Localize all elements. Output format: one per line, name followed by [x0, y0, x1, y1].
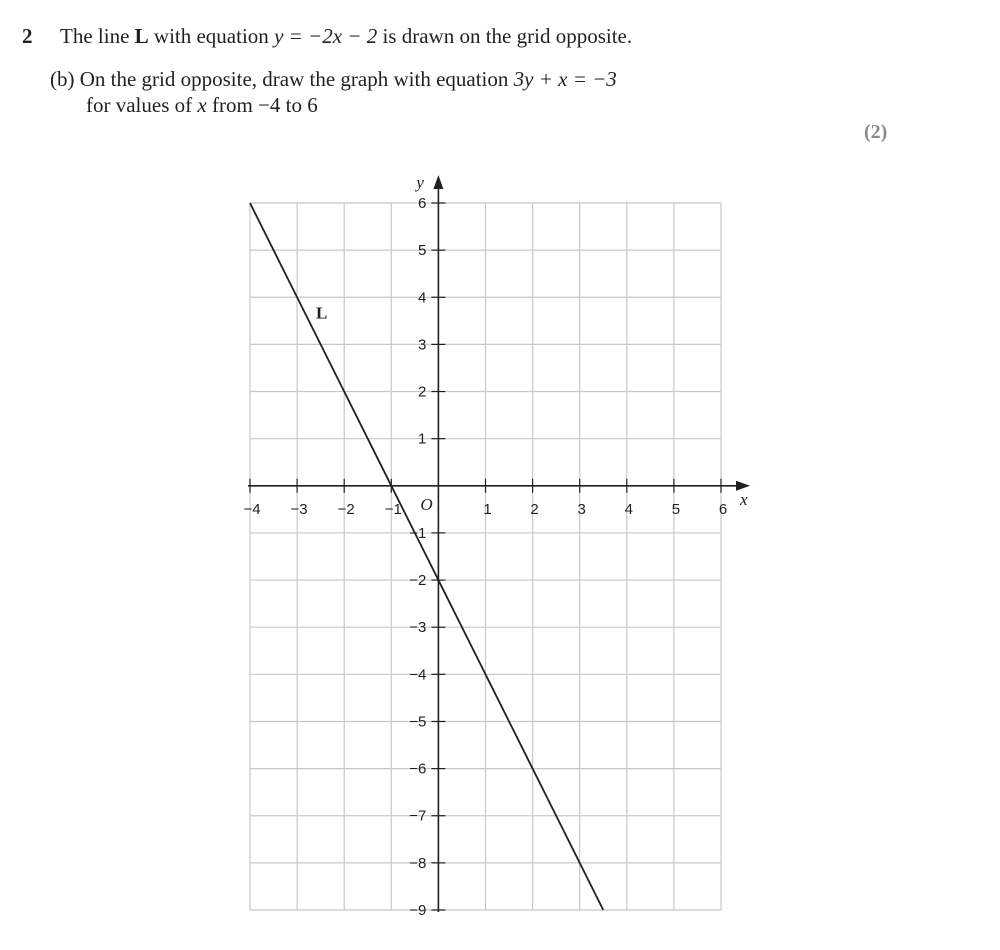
line-l-label: L: [315, 303, 328, 323]
x-tick-label: 1: [483, 500, 492, 518]
line-l: [250, 203, 603, 910]
x-tick-label: 5: [671, 500, 681, 518]
axes: [248, 175, 750, 912]
question-number: 2: [22, 24, 33, 48]
y-axis-arrow: [433, 175, 443, 189]
y-tick-label: −6: [409, 760, 427, 778]
x-tick-label: 2: [530, 500, 539, 518]
y-tick-label: −4: [409, 666, 427, 684]
part-b-var: x: [197, 93, 207, 117]
intro-equation: y = −2x − 2: [274, 24, 378, 48]
y-tick-label: −5: [409, 713, 427, 731]
y-tick-label: 1: [418, 430, 427, 448]
x-tick-label: 4: [624, 500, 633, 518]
y-tick-label: 6: [418, 195, 427, 212]
x-tick-label: −3: [290, 500, 308, 518]
y-tick-label: −3: [409, 619, 427, 637]
y-tick-label: 5: [418, 242, 427, 260]
part-b-equation: 3y + x = −3: [513, 67, 617, 91]
plotted-lines: [250, 203, 603, 910]
y-tick-label: −8: [409, 854, 427, 872]
intro-post: is drawn on the grid opposite.: [377, 24, 633, 48]
intro-line-name: L: [134, 24, 149, 48]
x-tick-label: −4: [243, 500, 261, 518]
marks-label: (2): [864, 121, 888, 143]
y-tick-label: −2: [409, 572, 427, 590]
y-tick-label: −1: [409, 524, 427, 542]
x-tick-label: −2: [337, 500, 355, 518]
intro-pre: The line: [60, 24, 135, 48]
y-tick-label: 4: [418, 289, 427, 307]
x-tick-label: 3: [577, 500, 586, 518]
y-tick-label: −7: [409, 807, 427, 825]
intro-mid: with equation: [148, 24, 275, 48]
part-b-line2-pre: for values of: [86, 93, 198, 117]
y-tick-label: 2: [418, 383, 427, 401]
origin-label: O: [420, 494, 433, 514]
x-tick-label: 6: [718, 500, 728, 518]
y-tick-label: −9: [409, 902, 427, 919]
part-b-line1-pre: (b) On the grid opposite, draw the graph with equation: [50, 67, 514, 91]
y-axis-label: y: [416, 173, 424, 192]
y-tick-label: 3: [418, 336, 427, 354]
x-axis-label: x: [740, 489, 748, 509]
part-b-line2-post: from −4 to 6: [206, 93, 318, 117]
x-tick-label: −1: [384, 500, 402, 518]
